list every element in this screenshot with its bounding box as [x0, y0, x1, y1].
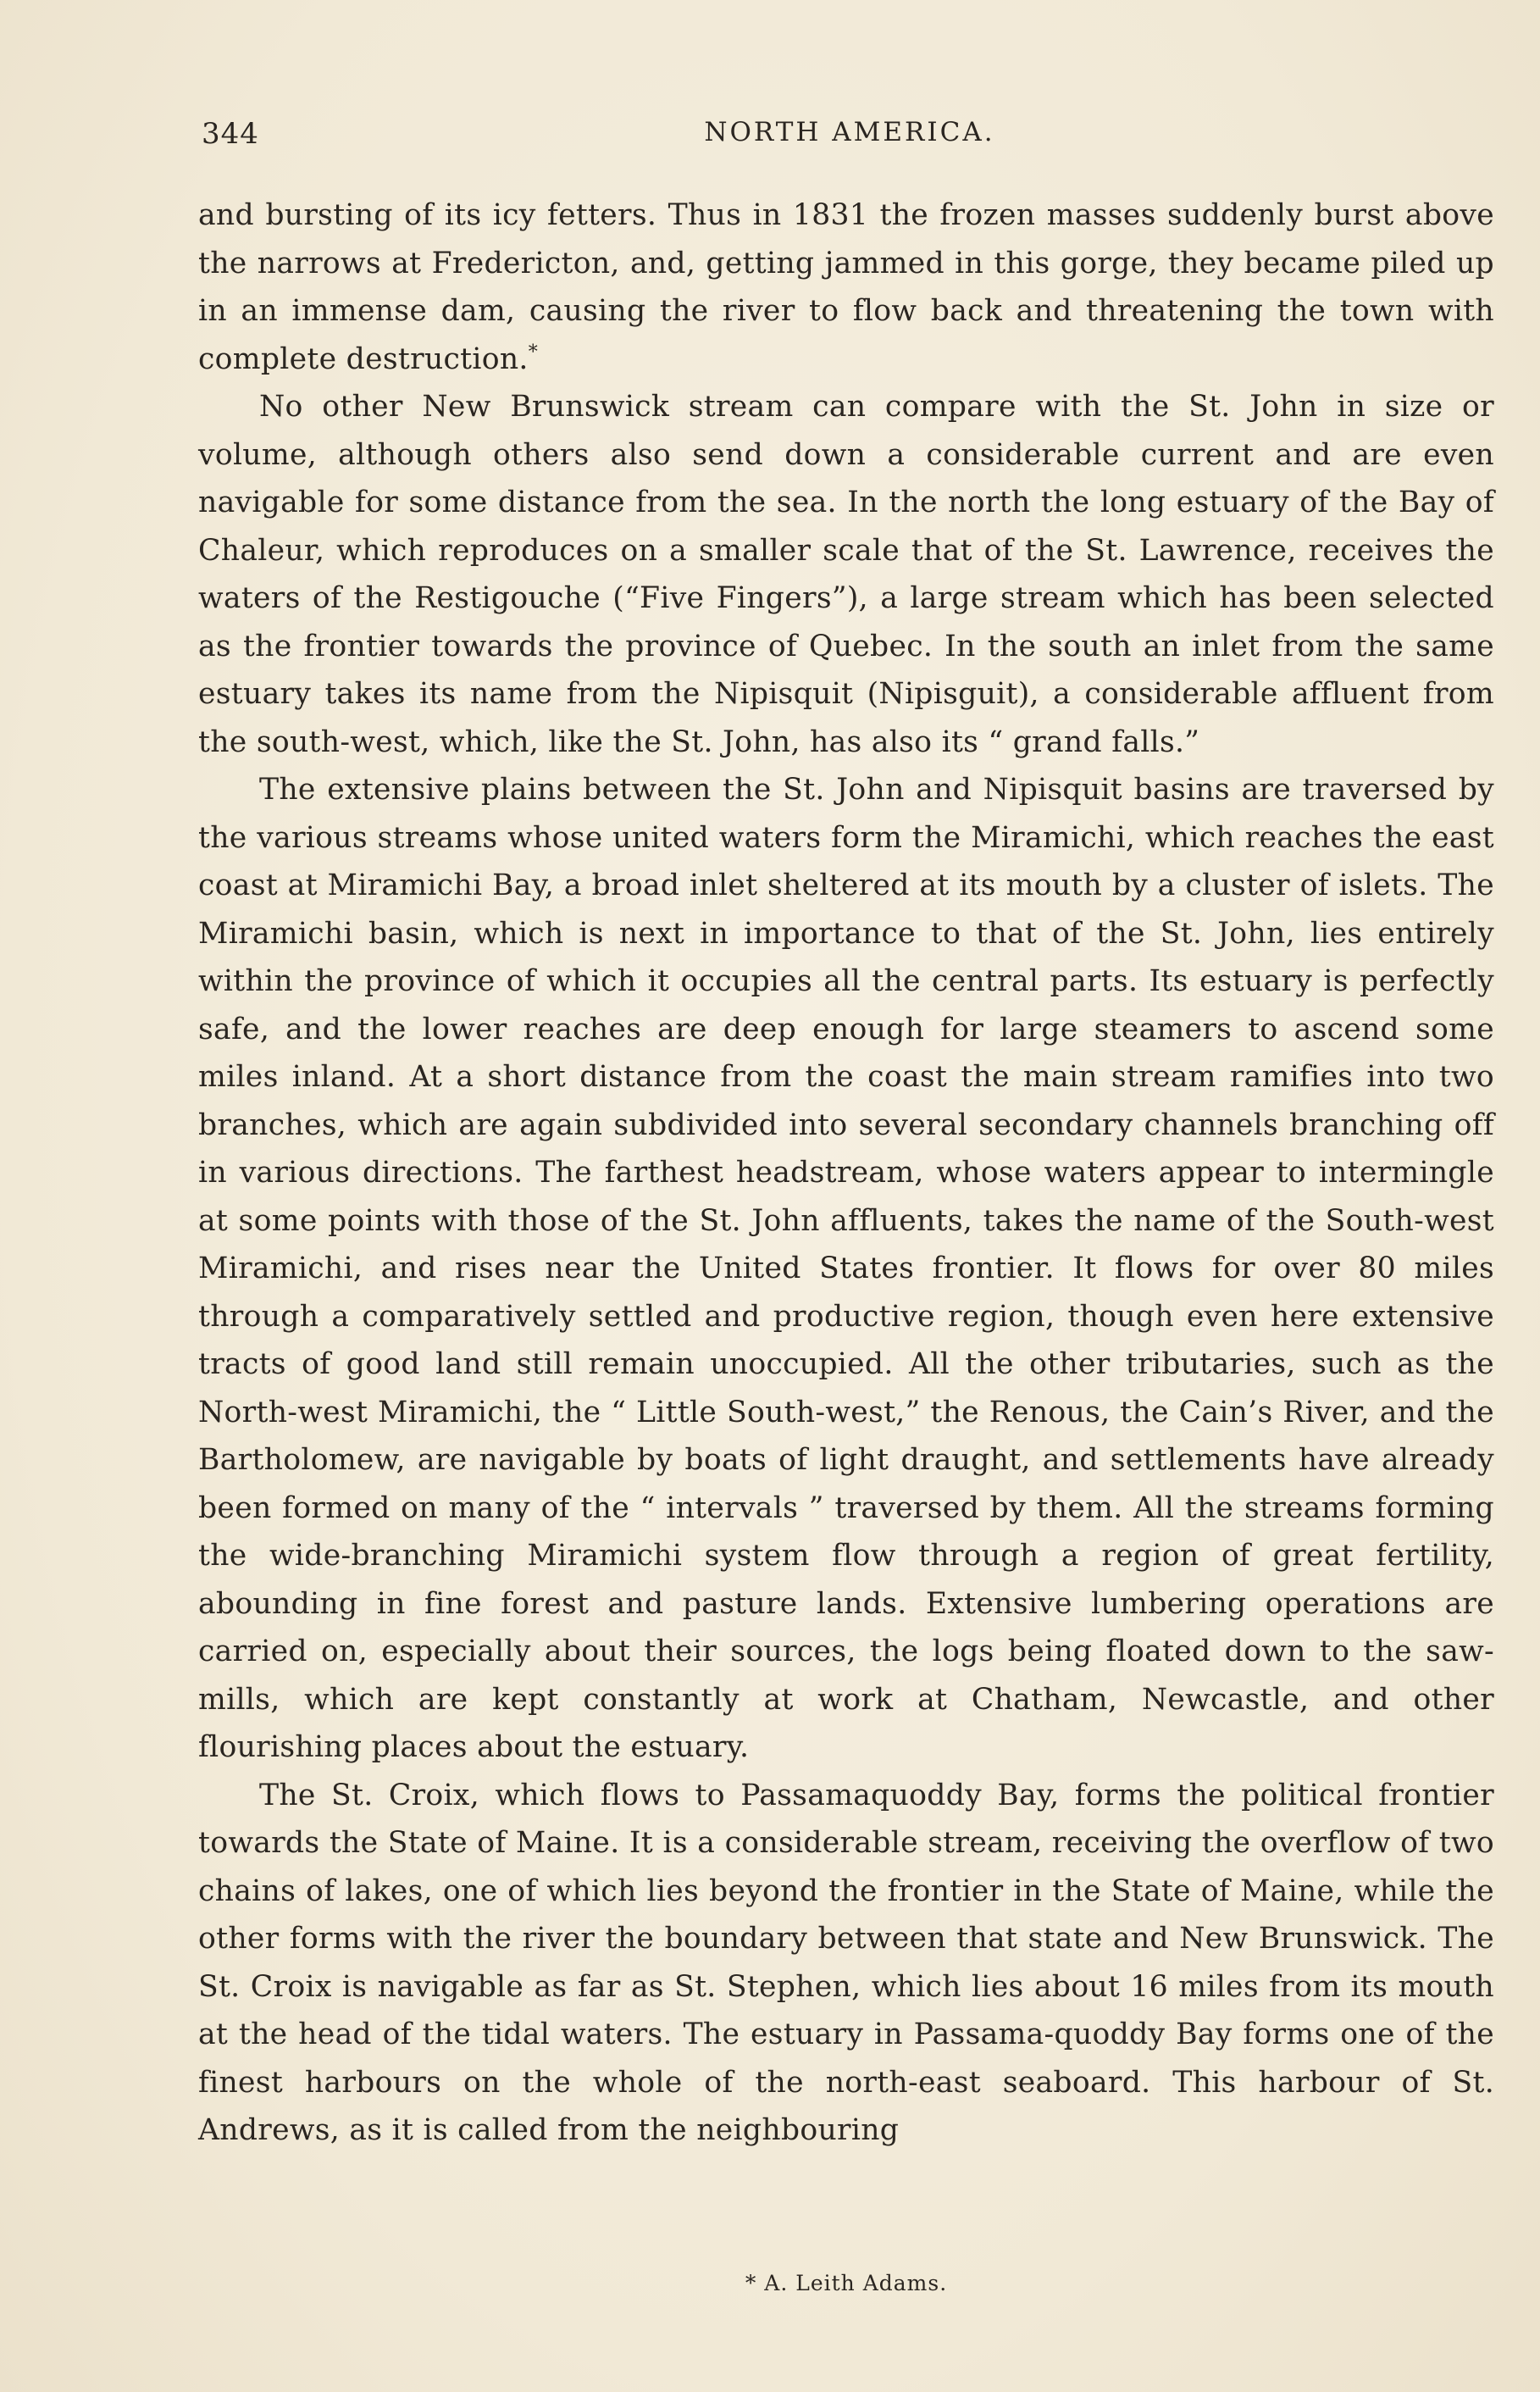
footnote-marker: * [528, 341, 539, 363]
running-header [202, 117, 1498, 151]
paragraph-continued [198, 191, 1494, 383]
paragraph: The St. Croix, which flows to Passamaquoddy Bay, forms the political frontier towards the State of Maine. It is a considerable stream, receiving the overflow of two chains of lakes, one of which lies beyond the frontier in the State of Maine, while the other forms with the river the boundary between that state and New Brunswick. The St. Croix is navigable as far as St. Stephen, which lies about 16 miles from its mouth at the head of the tidal waters. The estuary in Passama-quoddy Bay forms one of the finest harbours on the whole of the north-east seaboard. This harbour of St. Andrews, as it is called from the neighbouring [198, 1778, 1494, 2147]
page-number: 344 [202, 117, 259, 151]
paragraph: No other New Brunswick stream can compare with the St. John in size or volume, although others also send down a considerable current and are even navigable for some distance from the sea. In the north the long estuary of the Bay of Chaleur, which reproduces on a smaller scale that of the St. Lawrence, receives the waters of the Restigouche (“Five Fingers”), a large stream which has been selected as the frontier towards the province of Quebec. In the south an inlet from the same estuary takes its name from the Nipisquit (Nipisguit), a considerable affluent from the south-west, which, like the St. John, has also its “ grand falls.” [198, 390, 1494, 759]
paragraph: The extensive plains between the St. John and Nipisquit basins are traversed by the various streams whose united waters form the Miramichi, which reaches the east coast at Miramichi Bay, a broad inlet sheltered at its mouth by a cluster of islets. The Miramichi basin, which is next in importance to that of the St. John, lies entirely within the province of which it occupies all the central parts. Its estuary is perfectly safe, and the lower reaches are deep enough for large steamers to ascend some miles inland. At a short distance from the coast the main stream ramifies into two branches, which are again subdivided into several secondary channels branching off in various directions. The farthest headstream, whose waters appear to intermingle at some points with those of the St. John affluents, takes the name of the South-west Miramichi, and rises near the United States frontier. It flows for over 80 miles through a comparatively settled and productive region, though even here extensive tracts of good land still remain unoccupied. All the other tributaries, such as the North-west Miramichi, the “ Little South-west,” the Renous, the Cain’s River, and the Bartholomew, are navigable by boats of light draught, and settlements have already been formed on many of the “ intervals ” traversed by them. All the streams forming the wide-branching Miramichi system flow through a region of great fertility, abounding in fine forest and pasture lands. Extensive lumbering operations are carried on, especially about their sources, the logs being floated down to the saw-mills, which are kept constantly at work at Chatham, Newcastle, and other flourishing places about the estuary. [198, 773, 1494, 1764]
running-title: NORTH AMERICA. [704, 117, 995, 147]
body-text [198, 191, 1494, 2155]
paragraph-text: and bursting of its icy fetters. Thus in 1831 the frozen masses suddenly burst above the narrows at Fredericton, and, getting jammed in this gorge, they became piled up in an immense dam, causing the river to flow back and threatening the town with complete destruction. [198, 198, 1494, 376]
footnote: * A. Leith Adams. [745, 2271, 948, 2295]
